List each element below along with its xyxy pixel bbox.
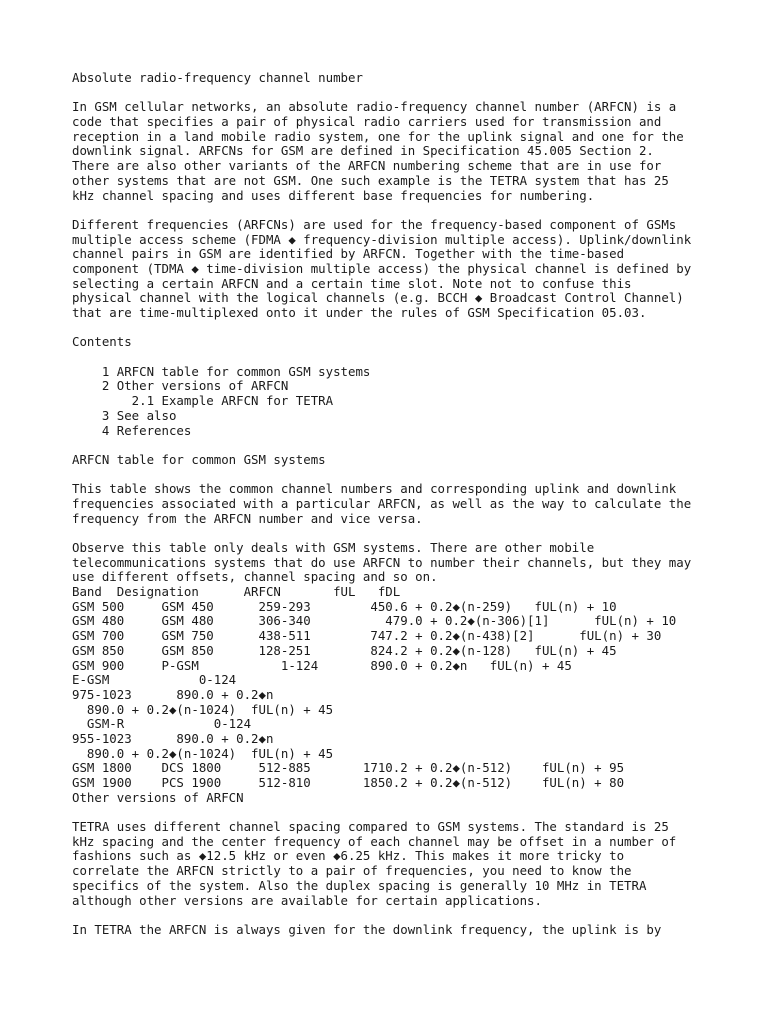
text-line: TETRA uses different channel spacing compared to GSM systems. The standard is 25: [72, 819, 669, 835]
text-line: GSM-R 0-124: [72, 716, 252, 732]
text-line: downlink signal. ARFCNs for GSM are defined in Specification 45.005 Section 2.: [72, 143, 654, 159]
text-line: multiple access scheme (FDMA ◆ frequency-division multiple access). Uplink/downlink: [72, 231, 692, 247]
text-line: ARFCN table for common GSM systems: [72, 451, 326, 467]
text-line: GSM 900 P-GSM 1-124 890.0 + 0.2◆n fUL(n) + 45: [72, 657, 572, 673]
text-line: 955-1023 890.0 + 0.2◆n: [72, 730, 274, 746]
blank-line: [72, 438, 762, 453]
text-line: selecting a certain ARFCN and a certain time slot. Note not to confuse this: [72, 275, 632, 291]
text-line: channel pairs in GSM are identified by ARFCN. Together with the time-based: [72, 246, 625, 262]
text-line: GSM 500 GSM 450 259-293 450.6 + 0.2◆(n-259) fUL(n) + 10: [72, 598, 617, 614]
text-line: GSM 1900 PCS 1900 512-810 1850.2 + 0.2◆(n-512) fUL(n) + 80: [72, 775, 625, 790]
text-line: code that specifies a pair of physical radio carriers used for transmission and: [72, 114, 662, 130]
text-line: 2 Other versions of ARFCN: [72, 378, 289, 394]
text-line: 890.0 + 0.2◆(n-1024) fUL(n) + 45: [72, 745, 334, 761]
text-line: This table shows the common channel numbers and corresponding uplink and downlink: [72, 481, 677, 497]
blank-line: [72, 805, 762, 820]
text-line: 890.0 + 0.2◆(n-1024) fUL(n) + 45: [72, 701, 334, 717]
blank-line: [72, 350, 762, 365]
text-line: 2.1 Example ARFCN for TETRA: [72, 393, 334, 409]
text-line: Different frequencies (ARFCNs) are used for the frequency-based component of GSMs: [72, 216, 677, 232]
text-line: reception in a land mobile radio system, one for the uplink signal and one for the: [72, 128, 684, 144]
text-line: other systems that are not GSM. One such example is the TETRA system that has 25: [72, 172, 669, 188]
text-line: telecommunications systems that do use ARFCN to number their channels, but they may: [72, 554, 692, 570]
text-line: use different offsets, channel spacing and so on.: [72, 569, 438, 585]
text-line: Observe this table only deals with GSM systems. There are other mobile: [72, 540, 595, 555]
blank-line: [72, 908, 762, 923]
text-line: GSM 1800 DCS 1800 512-885 1710.2 + 0.2◆(n-512) fUL(n) + 95: [72, 760, 625, 776]
text-line: In GSM cellular networks, an absolute radio-frequency channel number (ARFCN) is a: [72, 99, 677, 115]
text-line: In TETRA the ARFCN is always given for the downlink frequency, the uplink is by: [72, 921, 662, 937]
text-line: 3 See also: [72, 407, 177, 423]
text-line: frequencies associated with a particular ARFCN, as well as the way to calculate the: [72, 495, 692, 511]
text-line: 4 References: [72, 422, 192, 438]
text-line: 975-1023 890.0 + 0.2◆n: [72, 686, 274, 702]
text-line: physical channel with the logical channels (e.g. BCCH ◆ Broadcast Control Channel): [72, 290, 684, 306]
document-text: [72, 71, 762, 938]
text-line: although other versions are available for certain applications.: [72, 892, 542, 908]
text-line: GSM 850 GSM 850 128-251 824.2 + 0.2◆(n-128) fUL(n) + 45: [72, 642, 617, 658]
text-line: GSM 480 GSM 480 306-340 479.0 + 0.2◆(n-306)[1] fUL(n) + 10: [72, 613, 677, 629]
text-line: fashions such as ◆12.5 kHz or even ◆6.25 kHz. This makes it more tricky to: [72, 848, 625, 864]
text-line: that are time-multiplexed onto it under the rules of GSM Specification 05.03.: [72, 305, 647, 320]
text-line: component (TDMA ◆ time-division multiple access) the physical channel is defined by: [72, 260, 692, 276]
blank-line: [72, 86, 762, 101]
text-line: Absolute radio-frequency channel number: [72, 70, 363, 85]
blank-line: [72, 203, 762, 218]
text-line: correlate the ARFCN strictly to a pair of frequencies, you need to know the: [72, 863, 632, 879]
text-line: frequency from the ARFCN number and vice versa.: [72, 510, 423, 526]
text-line: Other versions of ARFCN: [72, 789, 244, 805]
text-line: 1 ARFCN table for common GSM systems: [72, 363, 371, 379]
text-line: There are also other variants of the ARFCN numbering scheme that are in use for: [72, 158, 662, 174]
text-line: kHz spacing and the center frequency of each channel may be offset in a number of: [72, 833, 677, 849]
text-line: kHz channel spacing and uses different base frequencies for numbering.: [72, 187, 595, 203]
text-line: Band Designation ARFCN fUL fDL: [72, 584, 401, 600]
blank-line: [72, 468, 762, 483]
text-line: E-GSM 0-124: [72, 672, 237, 688]
text-line: specifics of the system. Also the duplex spacing is generally 10 MHz in TETRA: [72, 877, 647, 893]
blank-line: [72, 321, 762, 336]
blank-line: [72, 526, 762, 541]
text-line: GSM 700 GSM 750 438-511 747.2 + 0.2◆(n-438)[2] fUL(n) + 30: [72, 628, 662, 644]
text-line: Contents: [72, 334, 132, 350]
